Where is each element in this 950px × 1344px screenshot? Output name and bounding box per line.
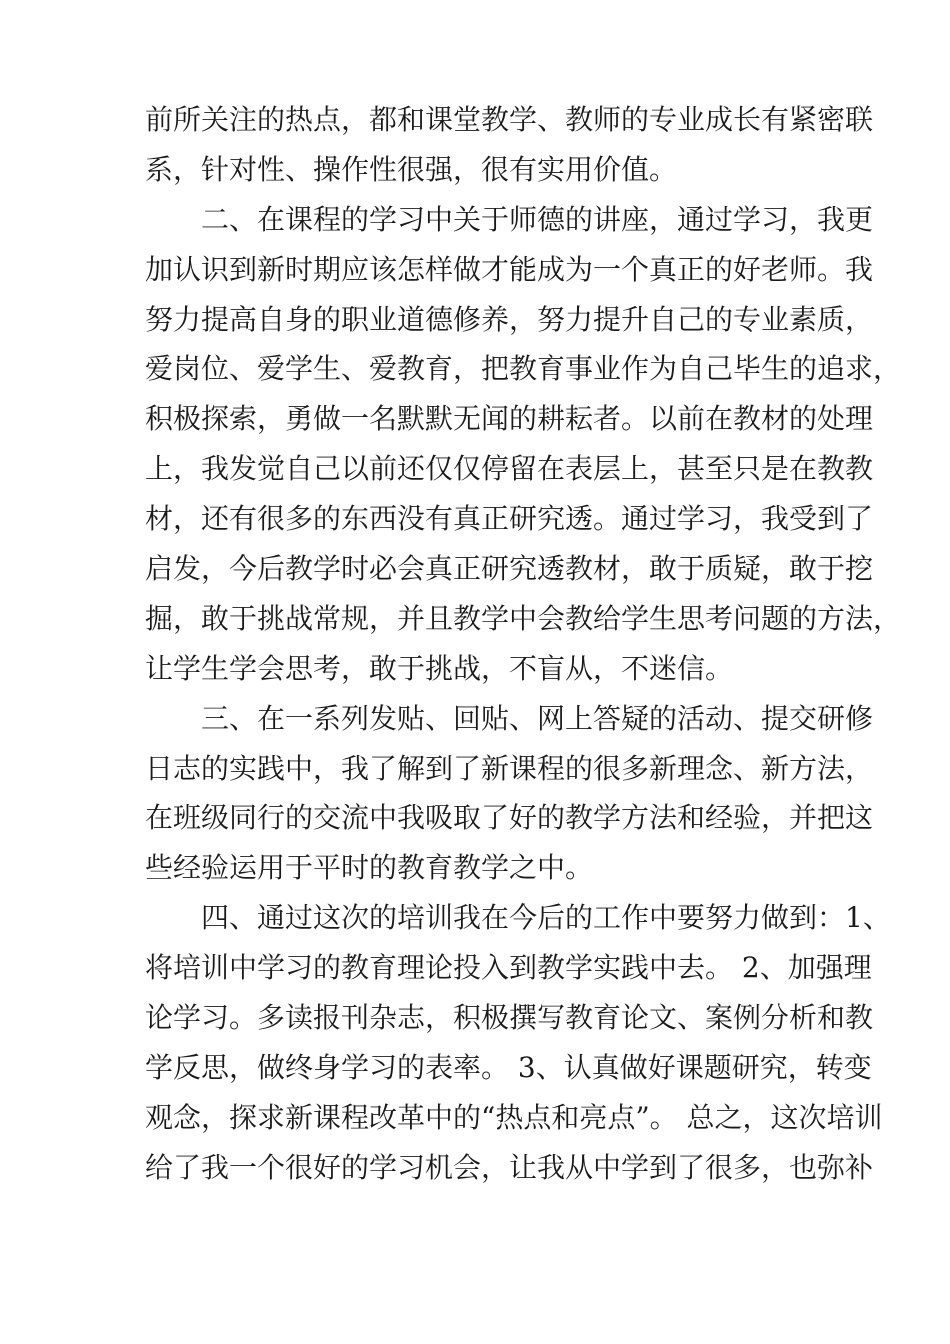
text-line: 让学生学会思考，敢于挑战，不盲从，不迷信。 [145,651,734,685]
paragraph-first-line: 四、通过这次的培训我在今后的工作中要努力做到：1、 [201,901,891,935]
text-line: 加认识到新时期应该怎样做才能成为一个真正的好老师。我 [145,252,874,286]
paragraph-first-line: 二、在课程的学习中关于师德的讲座，通过学习，我更 [201,202,874,236]
text-line: 掘，敢于挑战常规，并且教学中会教给学生思考问题的方法， [145,601,902,635]
text-line: 材，还有很多的东西没有真正研究透。通过学习，我受到了 [145,502,874,536]
text-line: 学反思，做终身学习的表率。 3、认真做好课题研究，转变 [145,1050,872,1084]
text-line: 启发，今后教学时必会真正研究透教材，敢于质疑，敢于挖 [145,552,874,586]
text-line: 努力提高自身的职业道德修养，努力提升自己的专业素质， [145,302,874,336]
text-line: 论学习。多读报刊杂志，积极撰写教育论文、案例分析和教 [145,1001,874,1035]
text-line: 些经验运用于平时的教育教学之中。 [145,851,594,885]
text-line: 给了我一个很好的学习机会，让我从中学到了很多，也弥补 [145,1150,874,1184]
text-line: 在班级同行的交流中我吸取了好的教学方法和经验，并把这 [145,801,874,835]
text-line: 积极探索，勇做一名默默无闻的耕耘者。以前在教材的处理 [145,402,874,436]
text-line: 爱岗位、爱学生、爱教育，把教育事业作为自己毕生的追求， [145,352,902,386]
text-line: 将培训中学习的教育理论投入到教学实践中去。 2、加强理 [145,951,872,985]
text-line: 系，针对性、操作性很强，很有实用价值。 [145,152,678,186]
text-line: 日志的实践中，我了解到了新课程的很多新理念、新方法， [145,751,874,785]
text-line: 前所关注的热点，都和课堂教学、教师的专业成长有紧密联 [145,103,874,136]
body-text [145,95,902,1193]
text-line: 观念，探求新课程改革中的“热点和亮点”。 总之，这次培训 [145,1100,883,1134]
text-line: 上，我发觉自己以前还仅仅停留在表层上，甚至只是在教教 [145,452,874,486]
paragraph-first-line: 三、在一系列发贴、回贴、网上答疑的活动、提交研修 [201,701,874,735]
